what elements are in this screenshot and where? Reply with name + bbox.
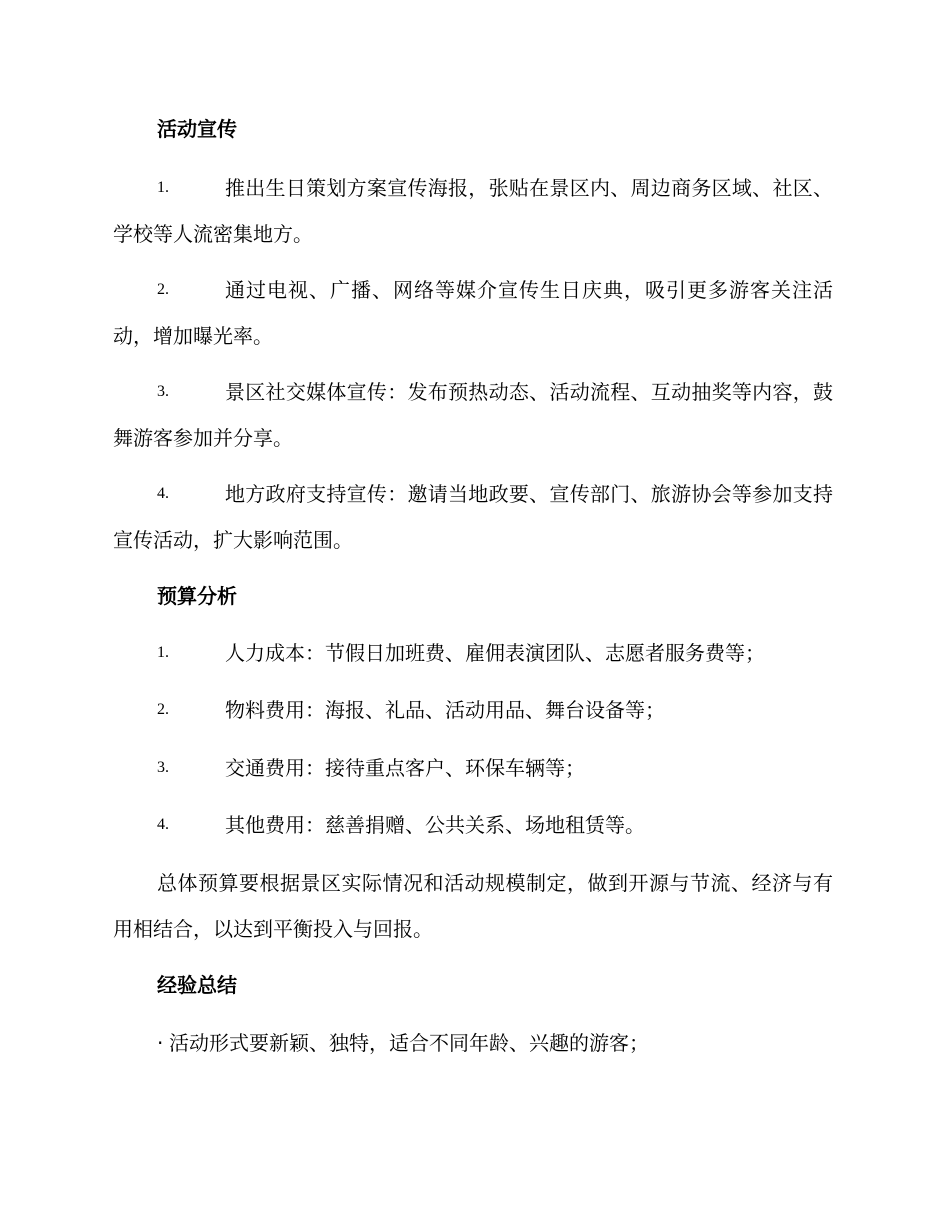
item-text: 物料费用：海报、礼品、活动用品、舞台设备等；: [225, 698, 665, 722]
budget-summary: 总体预算要根据景区实际情况和活动规模制定，做到开源与节流、经济与有用相结合，以达到平衡投入与回报。: [113, 871, 833, 941]
item-number: 2.: [157, 281, 169, 298]
item-text: 交通费用：接待重点客户、环保车辆等；: [225, 756, 585, 780]
item-text: 地方政府支持宣传：邀请当地政要、宣传部门、旅游协会等参加支持宣传活动，扩大影响范围。: [113, 482, 833, 552]
promotion-item-2: [113, 267, 833, 359]
budget-item-1: [113, 630, 833, 676]
item-number: 1.: [157, 179, 169, 196]
item-number: 4.: [157, 485, 169, 502]
item-text: 景区社交媒体宣传：发布预热动态、活动流程、互动抽奖等内容，鼓舞游客参加并分享。: [113, 380, 833, 450]
item-text: 人力成本：节假日加班费、雇佣表演团队、志愿者服务费等；: [225, 641, 765, 665]
section-heading-experience: 经验总结: [157, 973, 237, 997]
item-number: 3.: [157, 383, 169, 400]
item-text: 推出生日策划方案宣传海报，张贴在景区内、周边商务区域、社区、学校等人流密集地方。: [113, 176, 833, 246]
item-number: 3.: [157, 759, 169, 776]
item-text: 通过电视、广播、网络等媒介宣传生日庆典，吸引更多游客关注活动，增加曝光率。: [113, 278, 833, 348]
item-text: 其他费用：慈善捐赠、公共关系、场地租赁等。: [225, 813, 645, 837]
bullet-text: 活动形式要新颖、独特，适合不同年龄、兴趣的游客；: [169, 1031, 649, 1055]
budget-item-4: [113, 802, 833, 848]
item-number: 4.: [157, 816, 169, 833]
section-heading-budget: 预算分析: [157, 584, 237, 608]
item-number: 1.: [157, 644, 169, 661]
budget-item-3: [113, 745, 833, 791]
experience-bullet-1: [157, 1029, 649, 1057]
promotion-item-1: [113, 165, 833, 257]
section-heading-promotion: 活动宣传: [157, 117, 237, 141]
promotion-item-3: [113, 369, 833, 461]
promotion-item-4: [113, 471, 833, 563]
bullet-mark: ·: [157, 1031, 164, 1055]
budget-item-2: [113, 687, 833, 733]
item-number: 2.: [157, 701, 169, 718]
